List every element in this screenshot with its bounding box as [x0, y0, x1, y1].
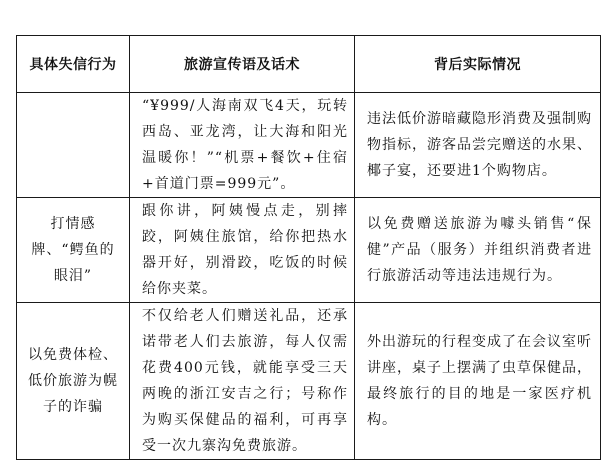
behavior-cell — [17, 303, 130, 460]
header-slogan: 旅游宣传语及话术 — [130, 36, 355, 93]
header-behavior: 具体失信行为 — [17, 36, 130, 93]
table-header-row — [17, 36, 601, 93]
slogan-cell — [130, 93, 355, 198]
slogan-text: “¥999/人海南双飞4天，玩转西岛、亚龙湾，让大海和阳光温暖你！”“机票+餐饮+住宿+首道门票=999元”。 — [142, 98, 348, 192]
slogan-cell — [130, 198, 355, 303]
behavior-text: 以免费体检、低价旅游为幌子的诈骗 — [28, 347, 118, 415]
behavior-text: 打情感牌、“鳄鱼的眼泪” — [31, 216, 115, 284]
behavior-cell — [17, 93, 130, 198]
behavior-cell — [17, 198, 130, 303]
slogan-text: 不仅给老人们赠送礼品，还承诺带老人们去旅游，每人仅需花费400元钱，就能享受三天两晚的浙江安吉之行；号称作为购买保健品的福利，可再享受一次九寨沟免费旅游。 — [142, 308, 348, 454]
reality-text: 以免费赠送旅游为噱头销售“保健”产品（服务）并组织消费者进行旅游活动等违法违规行为。 — [367, 216, 592, 284]
table-row — [17, 93, 601, 198]
slogan-cell — [130, 303, 355, 460]
reality-cell — [355, 93, 601, 198]
slogan-text: 跟你讲，阿姨慢点走，别摔跤，阿姨住旅馆，给你把热水器开好，别滑跤，吃饭的时候给你夹菜。 — [142, 203, 348, 297]
reality-text: 外出游玩的行程变成了在会议室听讲座，桌子上摆满了虫草保健品，最终旅行的目的地是一家医疗机构。 — [367, 334, 592, 428]
reality-text: 违法低价游暗藏隐形消费及强制购物指标，游客品尝完赠送的水果、椰子宴，还要进1个购物店。 — [367, 111, 592, 179]
table-row — [17, 303, 601, 460]
reality-cell — [355, 198, 601, 303]
reality-cell — [355, 303, 601, 460]
header-reality: 背后实际情况 — [355, 36, 601, 93]
table-row — [17, 198, 601, 303]
fraud-behavior-table — [16, 35, 601, 460]
